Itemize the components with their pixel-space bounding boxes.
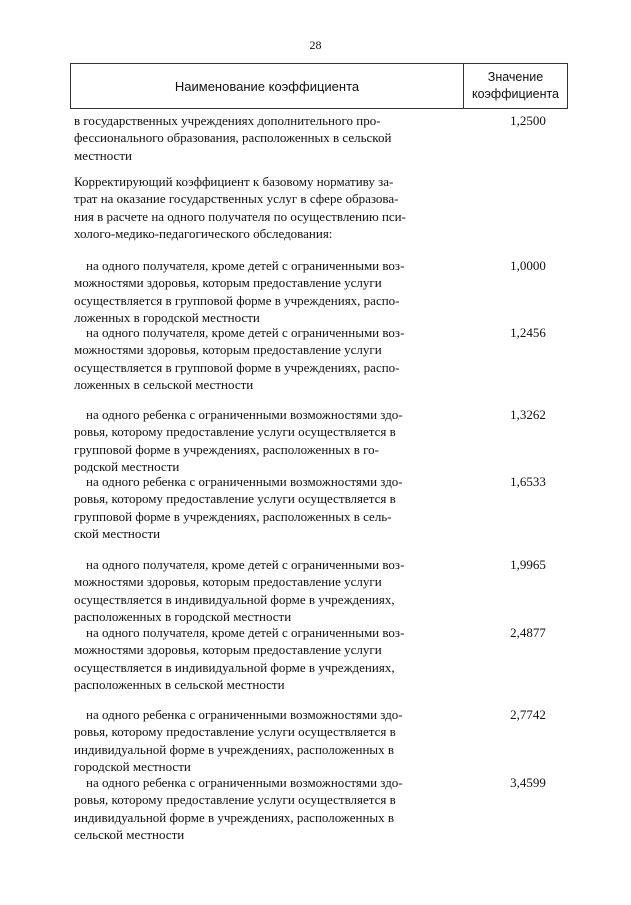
coefficient-name-line: ния в расчете на одного получателя по осуществлению пси- (74, 208, 406, 224)
coefficient-name-line: на одного получателя, кроме детей с ограниченными воз- (86, 325, 405, 340)
coefficient-name-line: групповой форме в учреждениях, расположенных в сель- (74, 508, 392, 524)
coefficient-name-line: можностями здоровья, которым предоставление услуги (74, 275, 382, 291)
column-header-value-line2: коэффициента (471, 87, 560, 101)
table-row (74, 257, 574, 326)
coefficient-name-line: фессионального образования, расположенных в сельской (74, 130, 392, 146)
coefficient-name-line: ложенных в сельской местности (74, 376, 254, 392)
coefficient-name-line: ровья, которому предоставление услуги осуществляется в (74, 424, 396, 440)
coefficient-name-line: ровья, которому предоставление услуги осуществляется в (74, 491, 396, 507)
coefficient-name-line: на одного ребенка с ограниченными возможностями здо- (86, 775, 403, 790)
coefficient-name (74, 257, 461, 326)
coefficient-value: 1,2500 (510, 113, 546, 128)
coefficient-name-line: на одного ребенка с ограниченными возможностями здо- (86, 707, 403, 722)
table-row (74, 774, 574, 843)
coefficient-name-line: Корректирующий коэффициент к базовому нормативу за- (74, 174, 394, 189)
table-row (74, 473, 574, 542)
coefficient-name (74, 706, 461, 775)
coefficient-name-line: сельской местности (74, 826, 185, 842)
column-header-value (464, 64, 567, 108)
coefficient-name (74, 173, 461, 242)
table-row (74, 706, 574, 775)
coefficient-name (74, 112, 461, 164)
coefficient-name-line: на одного получателя, кроме детей с ограниченными воз- (86, 258, 405, 273)
table-row (74, 112, 574, 164)
coefficient-name-line: трат на оказание государственных услуг в сфере образова- (74, 191, 399, 207)
coefficient-value: 2,7742 (510, 707, 546, 722)
coefficient-name-line: ложенных в городской местности (74, 309, 260, 325)
coefficient-name-line: ской местности (74, 525, 161, 541)
coefficient-value: 2,4877 (510, 625, 546, 640)
coefficient-value: 3,4599 (510, 775, 546, 790)
coefficient-name-line: ровья, которому предоставление услуги осуществляется в (74, 724, 396, 740)
table-row (74, 173, 574, 242)
coefficient-name (74, 774, 461, 843)
table-header (70, 63, 568, 109)
coefficient-name-line: холого-медико-педагогического обследования: (74, 225, 333, 241)
coefficient-name-line: расположенных в городской местности (74, 608, 292, 624)
coefficient-value: 1,9965 (510, 557, 546, 572)
coefficient-name-line: родской местности (74, 458, 180, 474)
coefficient-name (74, 556, 461, 625)
coefficient-name-line: местности (74, 147, 132, 163)
coefficient-name (74, 473, 461, 542)
table-row (74, 556, 574, 625)
coefficient-name-line: групповой форме в учреждениях, расположенных в го- (74, 441, 379, 457)
coefficient-name-line: на одного ребенка с ограниченными возможностями здо- (86, 407, 403, 422)
coefficient-name-line: индивидуальной форме в учреждениях, расположенных в (74, 809, 395, 825)
coefficient-value: 1,0000 (510, 258, 546, 273)
coefficient-name-line: городской местности (74, 758, 191, 774)
coefficient-name-line: индивидуальной форме в учреждениях, расположенных в (74, 741, 395, 757)
coefficient-name (74, 324, 461, 393)
table-row (74, 324, 574, 393)
column-header-value-line1: Значение (487, 70, 544, 84)
coefficient-name-line: можностями здоровья, которым предоставление услуги (74, 642, 382, 658)
coefficient-name-line: осуществляется в индивидуальной форме в учреждениях, (74, 591, 395, 607)
coefficient-name-line: осуществляется в групповой форме в учреждениях, распо- (74, 292, 400, 308)
coefficient-name (74, 406, 461, 475)
coefficient-name-line: осуществляется в индивидуальной форме в учреждениях, (74, 659, 395, 675)
coefficient-name-line: можностями здоровья, которым предоставление услуги (74, 574, 382, 590)
coefficient-name-line: ровья, которому предоставление услуги осуществляется в (74, 792, 396, 808)
table-row (74, 406, 574, 475)
coefficient-name-line: на одного ребенка с ограниченными возможностями здо- (86, 474, 403, 489)
coefficient-value: 1,3262 (510, 407, 546, 422)
coefficient-name-line: расположенных в сельской местности (74, 676, 285, 692)
page-number: 28 (309, 38, 322, 52)
coefficient-name-line: можностями здоровья, которым предоставление услуги (74, 342, 382, 358)
coefficient-name-line: на одного получателя, кроме детей с ограниченными воз- (86, 625, 405, 640)
column-header-name: Наименование коэффициента (71, 64, 464, 108)
coefficient-value: 1,6533 (510, 474, 546, 489)
coefficient-name-line: в государственных учреждениях дополнительного про- (74, 113, 381, 128)
coefficient-value: 1,2456 (510, 325, 546, 340)
coefficient-name-line: осуществляется в групповой форме в учреждениях, распо- (74, 359, 400, 375)
coefficient-name-line: на одного получателя, кроме детей с ограниченными воз- (86, 557, 405, 572)
table-row (74, 624, 574, 693)
coefficient-name (74, 624, 461, 693)
